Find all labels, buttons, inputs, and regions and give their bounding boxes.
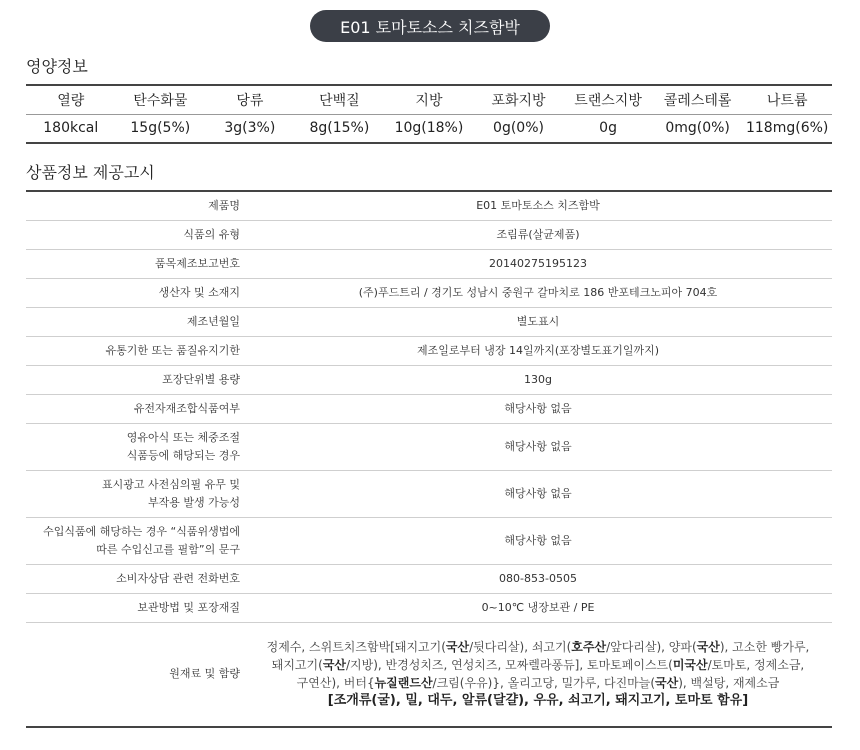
row-value: 080-853-0505 xyxy=(244,564,832,593)
row-label-line: 따른 수입신고를 필함”의 문구 xyxy=(96,542,240,556)
ingredient-text: /뒷다리살), 쇠고기( xyxy=(469,640,572,655)
row-label: 제조년월일 xyxy=(26,307,244,336)
nutrition-header-cell: 탄수화물 xyxy=(116,85,206,114)
row-value: (주)푸드트리 / 경기도 성남시 중원구 갈마치로 186 반포테크노피아 704호 xyxy=(244,278,832,307)
row-value: 20140275195123 xyxy=(244,249,832,278)
nutrition-section-title: 영양정보 xyxy=(26,57,88,76)
ingredients-line xyxy=(248,638,828,656)
product-title-badge: E01 토마토소스 치즈함박 xyxy=(310,10,550,42)
nutrition-header-cell: 트랜스지방 xyxy=(563,85,653,114)
ingredients-row xyxy=(26,622,832,727)
table-row xyxy=(26,470,832,517)
ingredient-text: /크림(우유)}, 올리고당, 밀가루, 다진마늘( xyxy=(432,676,656,691)
row-label: 소비자상담 관련 전화번호 xyxy=(26,564,244,593)
nutrition-value-cell: 0mg(0%) xyxy=(653,114,743,143)
row-value: 해당사항 없음 xyxy=(244,394,832,423)
nutrition-header-cell: 지방 xyxy=(384,85,474,114)
nutrition-value-cell: 3g(3%) xyxy=(205,114,295,143)
origin-text: 국산 xyxy=(696,640,720,655)
table-row xyxy=(26,423,832,470)
ingredient-text: /앞다리살), 양파( xyxy=(606,640,697,655)
row-label-line: 식품등에 해당되는 경우 xyxy=(126,448,240,462)
row-label-line: 영유아식 또는 체중조절 xyxy=(126,430,240,444)
row-value: 해당사항 없음 xyxy=(244,423,832,470)
row-label: 제품명 xyxy=(26,191,244,220)
allergy-notice: [조개류(굴), 밀, 대두, 알류(달걀), 우유, 쇠고기, 돼지고기, 토마토 함유] xyxy=(327,693,749,709)
origin-text: 뉴질랜드산 xyxy=(374,676,433,691)
nutrition-value-cell: 180kcal xyxy=(26,114,116,143)
nutrition-header-cell: 포화지방 xyxy=(474,85,564,114)
ingredient-text: 돼지고기( xyxy=(271,658,323,673)
row-value: 조림류(살균제품) xyxy=(244,220,832,249)
row-label: 원재료 및 함량 xyxy=(169,667,240,681)
table-row xyxy=(26,191,832,220)
ingredient-text: /토마토, 정제소금, xyxy=(707,658,805,673)
table-row xyxy=(26,307,832,336)
origin-text: 호주산 xyxy=(571,640,607,655)
nutrition-header-cell: 단백질 xyxy=(295,85,385,114)
ingredients-value xyxy=(244,622,832,727)
ingredients-line xyxy=(248,674,828,692)
nutrition-value-cell: 0g(0%) xyxy=(474,114,564,143)
nutrition-header-cell: 나트륨 xyxy=(742,85,832,114)
nutrition-value-row xyxy=(26,114,832,143)
row-label: 유통기한 또는 품질유지기한 xyxy=(26,336,244,365)
nutrition-value-cell: 0g xyxy=(563,114,653,143)
origin-text: 미국산 xyxy=(672,658,708,673)
ingredient-text: 구연산), 버터{ xyxy=(296,676,375,691)
row-label xyxy=(26,470,244,517)
row-label: 보관방법 및 포장재질 xyxy=(26,593,244,622)
nutrition-header-row xyxy=(26,85,832,114)
row-label-line: 표시광고 사전심의필 유무 및 xyxy=(101,477,240,491)
ingredient-text: ), 백설탕, 재제소금 xyxy=(678,676,780,691)
nutrition-header-cell: 열량 xyxy=(26,85,116,114)
row-label: 식품의 유형 xyxy=(26,220,244,249)
origin-text: 국산 xyxy=(655,676,679,691)
nutrition-header-cell: 콜레스테롤 xyxy=(653,85,743,114)
row-value: 해당사항 없음 xyxy=(244,517,832,564)
ingredients-text xyxy=(244,638,832,710)
row-label: 품목제조보고번호 xyxy=(26,249,244,278)
product-info-table xyxy=(26,190,832,728)
table-row xyxy=(26,365,832,394)
row-value: E01 토마토소스 치즈함박 xyxy=(244,191,832,220)
ingredient-text: 정제수, 스위트치즈함박[돼지고기( xyxy=(266,640,446,655)
product-info-section-title: 상품정보 제공고시 xyxy=(26,163,155,182)
nutrition-table xyxy=(26,84,832,144)
table-row xyxy=(26,564,832,593)
row-value: 130g xyxy=(244,365,832,394)
table-row xyxy=(26,517,832,564)
row-label: 생산자 및 소재지 xyxy=(26,278,244,307)
nutrition-value-cell: 8g(15%) xyxy=(295,114,385,143)
table-row xyxy=(26,593,832,622)
table-row xyxy=(26,336,832,365)
row-value: 해당사항 없음 xyxy=(244,470,832,517)
table-row xyxy=(26,249,832,278)
table-row xyxy=(26,394,832,423)
ingredient-text: /지방), 반경성치즈, 연성치즈, 모짜렐라퐁듀], 토마토페이스트( xyxy=(346,658,673,673)
origin-text: 국산 xyxy=(322,658,346,673)
row-value: 제조일로부터 냉장 14일까지(포장별도표기일까지) xyxy=(244,336,832,365)
row-label-line: 수입식품에 해당하는 경우 “식품위생법에 xyxy=(43,524,240,538)
row-label-line: 부작용 발생 가능성 xyxy=(147,495,240,509)
row-label: 포장단위별 용량 xyxy=(26,365,244,394)
row-value: 0~10℃ 냉장보관 / PE xyxy=(244,593,832,622)
row-value: 별도표시 xyxy=(244,307,832,336)
row-label: 유전자재조합식품여부 xyxy=(26,394,244,423)
nutrition-value-cell: 118mg(6%) xyxy=(742,114,832,143)
ingredients-line xyxy=(248,656,828,674)
row-label xyxy=(26,517,244,564)
nutrition-header-cell: 당류 xyxy=(205,85,295,114)
table-row xyxy=(26,278,832,307)
row-label xyxy=(26,423,244,470)
origin-text: 국산 xyxy=(445,640,470,655)
nutrition-value-cell: 10g(18%) xyxy=(384,114,474,143)
table-row xyxy=(26,220,832,249)
ingredient-text: ), 고소한 빵가루, xyxy=(719,640,810,655)
nutrition-value-cell: 15g(5%) xyxy=(116,114,206,143)
